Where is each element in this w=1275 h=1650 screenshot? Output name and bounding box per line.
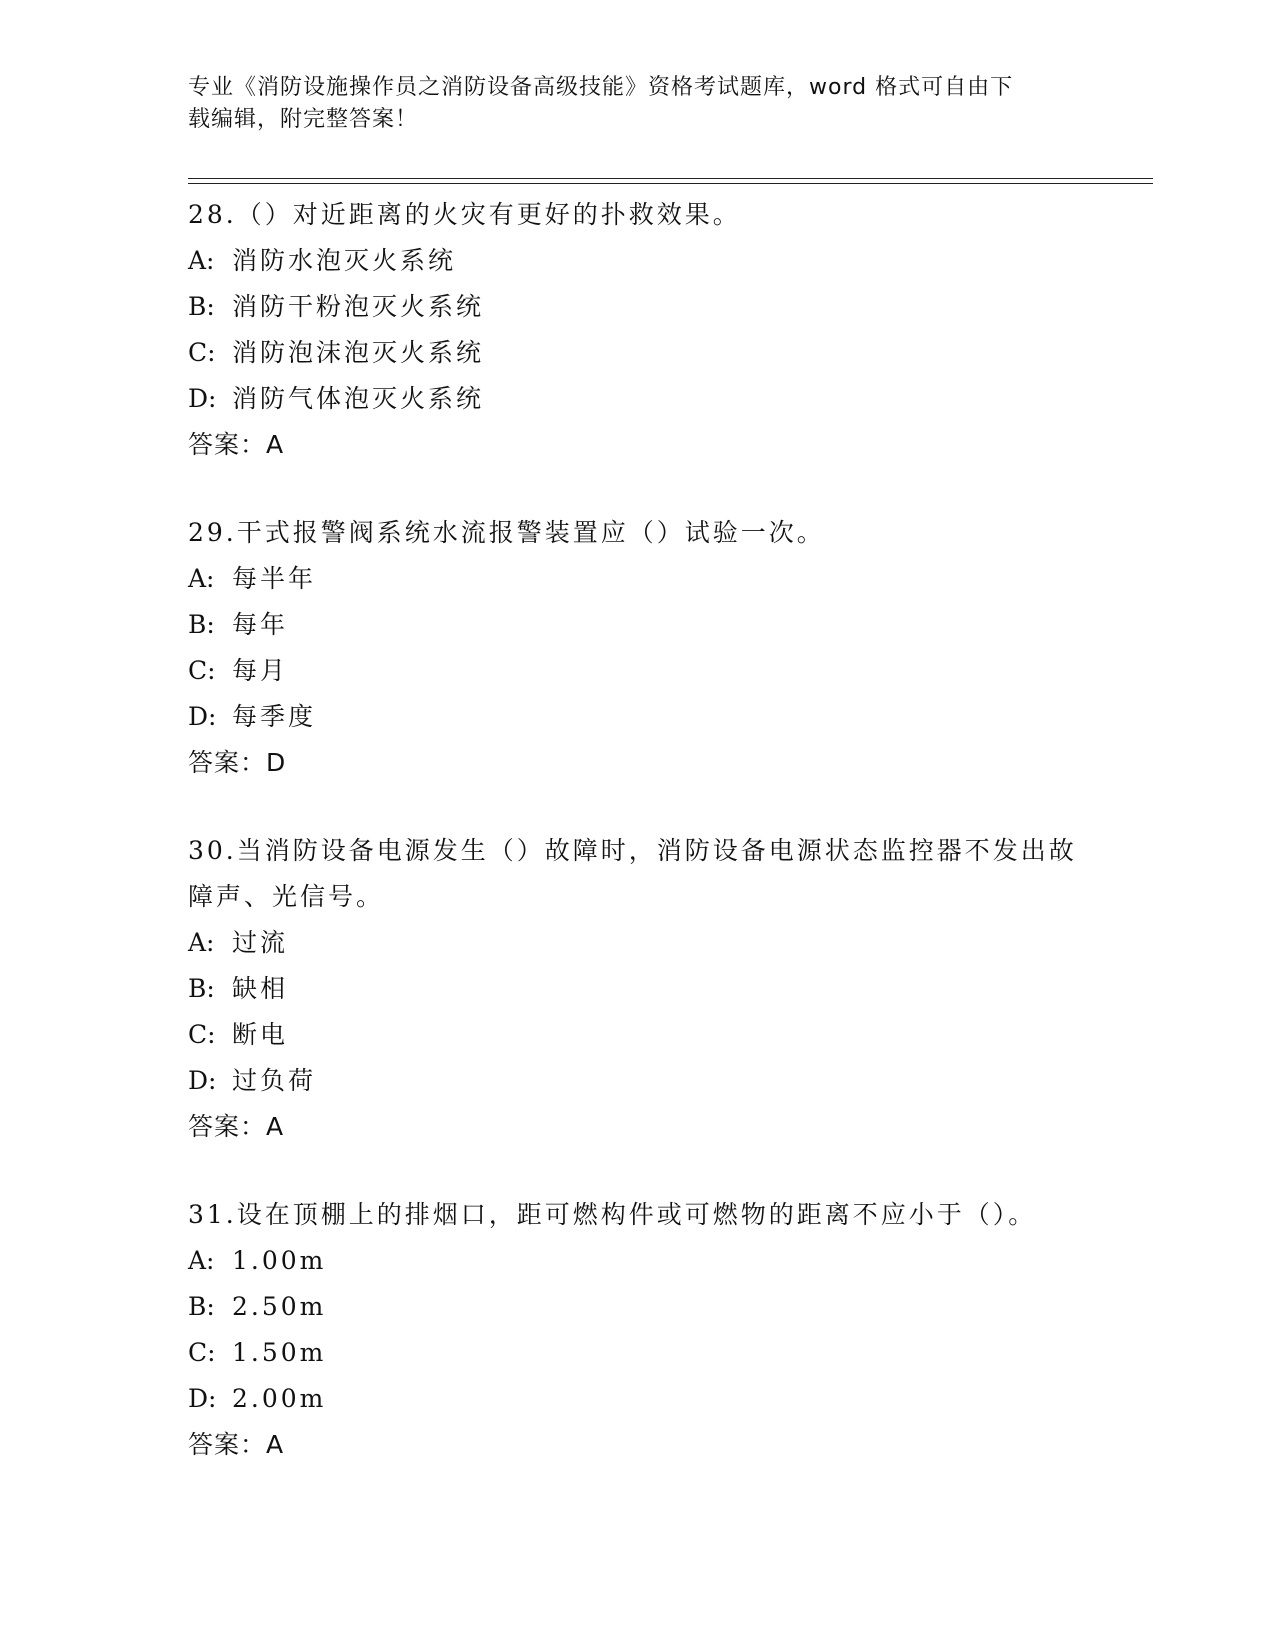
option-label: B:: [188, 292, 215, 321]
option-text: 2.50m: [232, 1292, 327, 1321]
option-label: C:: [188, 1338, 216, 1367]
option-b: [188, 602, 1088, 648]
question-31: [188, 1192, 1088, 1468]
option-d: [188, 376, 1088, 422]
question-stem: 29.干式报警阀系统水流报警装置应（）试验一次。: [188, 518, 825, 547]
header-line-1: 专业《消防设施操作员之消防设备高级技能》资格考试题库，word 格式可自由下: [188, 75, 1014, 100]
option-c: [188, 1012, 1088, 1058]
option-label: D:: [188, 1384, 217, 1413]
option-label: B:: [188, 974, 215, 1003]
document-header: [188, 72, 1068, 136]
option-text: 消防气体泡灭火系统: [232, 384, 485, 413]
option-label: C:: [188, 656, 216, 685]
header-divider-bottom: [188, 183, 1153, 184]
header-divider-top: [188, 178, 1153, 179]
option-text: 每季度: [232, 702, 317, 731]
option-label: B:: [188, 610, 215, 639]
option-b: [188, 1284, 1088, 1330]
option-a: [188, 556, 1088, 602]
option-b: [188, 966, 1088, 1012]
option-text: 每月: [232, 656, 289, 685]
answer-line: 答案：D: [188, 748, 287, 777]
answer-line: 答案：A: [188, 1430, 285, 1459]
option-text: 过流: [232, 928, 289, 957]
option-text: 1.00m: [232, 1246, 327, 1275]
option-label: C:: [188, 1020, 216, 1049]
question-list: [188, 192, 1088, 1510]
option-text: 消防干粉泡灭火系统: [232, 292, 485, 321]
option-text: 消防水泡灭火系统: [232, 246, 457, 275]
option-label: A:: [188, 246, 215, 275]
answer-line: 答案：A: [188, 430, 285, 459]
option-label: D:: [188, 702, 217, 731]
question-30: [188, 828, 1088, 1150]
question-28: [188, 192, 1088, 468]
option-a: [188, 920, 1088, 966]
question-stem: 31.设在顶棚上的排烟口，距可燃构件或可燃物的距离不应小于（）。: [188, 1200, 1037, 1229]
option-label: B:: [188, 1292, 215, 1321]
option-label: C:: [188, 338, 216, 367]
question-29: [188, 510, 1088, 786]
option-d: [188, 1376, 1088, 1422]
option-text: 每半年: [232, 564, 317, 593]
option-text: 每年: [232, 610, 289, 639]
option-text: 断电: [232, 1020, 289, 1049]
option-b: [188, 284, 1088, 330]
option-text: 缺相: [232, 974, 289, 1003]
option-c: [188, 330, 1088, 376]
option-label: A:: [188, 1246, 215, 1275]
question-stem: 28.（）对近距离的火灾有更好的扑救效果。: [188, 200, 741, 229]
option-c: [188, 648, 1088, 694]
option-label: D:: [188, 384, 217, 413]
answer-line: 答案：A: [188, 1112, 285, 1141]
question-stem: 30.当消防设备电源发生（）故障时，消防设备电源状态监控器不发出故障声、光信号。: [188, 836, 1077, 911]
option-text: 过负荷: [232, 1066, 317, 1095]
option-text: 1.50m: [232, 1338, 327, 1367]
option-label: A:: [188, 928, 215, 957]
option-a: [188, 238, 1088, 284]
option-text: 消防泡沫泡灭火系统: [232, 338, 485, 367]
option-label: A:: [188, 564, 215, 593]
option-d: [188, 694, 1088, 740]
option-a: [188, 1238, 1088, 1284]
option-text: 2.00m: [232, 1384, 327, 1413]
option-label: D:: [188, 1066, 217, 1095]
header-line-2: 载编辑，附完整答案！: [188, 107, 419, 132]
option-c: [188, 1330, 1088, 1376]
option-d: [188, 1058, 1088, 1104]
